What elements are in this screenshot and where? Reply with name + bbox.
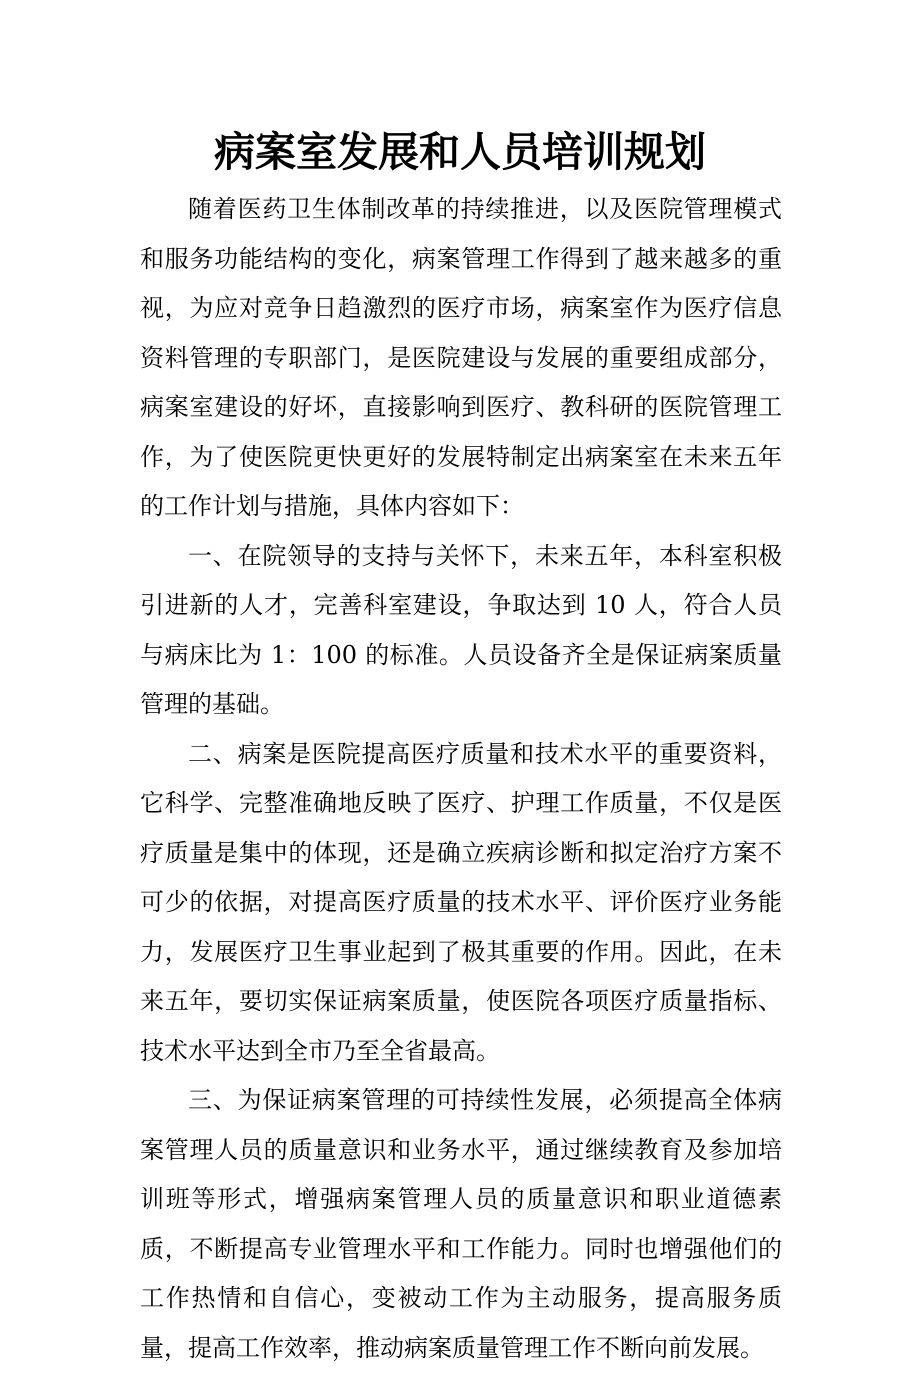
paragraph-item-3: 三、为保证病案管理的可持续性发展，必须提高全体病案管理人员的质量意识和业务水平，通过继续教育及参加培训班等形式，增强病案管理人员的质量意识和职业道德素质，不断提高专业管理水平和工作能力。同时也增强他们的工作热情和自信心，变被动工作为主动服务，提高服务质量，提高工作效率，推动病案质量管理工作不断向前发展。	[140, 1086, 782, 1362]
paragraph-item-2: 二、病案是医院提高医疗质量和技术水平的重要资料，它科学、完整准确地反映了医疗、护理工作质量，不仅是医疗质量是集中的体现，还是确立疾病诊断和拟定治疗方案不可少的依据，对提高医疗质量的技术水平、评价医疗业务能力，发展医疗卫生事业起到了极其重要的作用。因此，在未来五年，要切实保证病案质量，使医院各项医疗质量指标、技术水平达到全市乃至全省最高。	[140, 739, 782, 1065]
paragraph-intro: 随着医药卫生体制改革的持续推进，以及医院管理模式和服务功能结构的变化，病案管理工作得到了越来越多的重视，为应对竞争日趋激烈的医疗市场，病案室作为医疗信息资料管理的专职部门，是医院建设与发展的重要组成部分，病案室建设的好坏，直接影响到医疗、教科研的医院管理工作，为了使医院更快更好的发展特制定出病案室在未来五年的工作计划与措施，具体内容如下：	[140, 195, 782, 520]
document-body	[140, 185, 782, 1373]
document-title: 病案室发展和人员培训规划	[214, 128, 706, 176]
paragraph-item-1: 一、在院领导的支持与关怀下，未来五年，本科室积极引进新的人才，完善科室建设，争取达到 10 人，符合人员与病床比为 1：100 的标准。人员设备齐全是保证病案质量管理的基础。	[140, 541, 782, 718]
